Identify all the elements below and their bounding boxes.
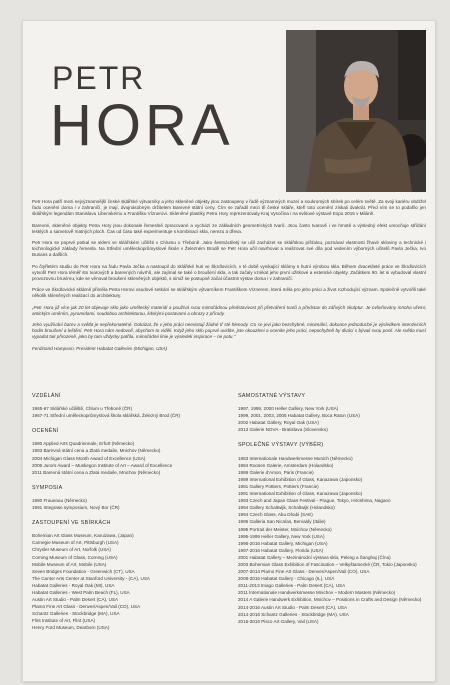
list-item: 1997-2016 Habatat Gallery, Florida (USA)	[238, 547, 324, 553]
quote-paragraph: „Petr Hora již více jak 20 let objevuje sklo jako umělecký materiál a používá svou mimořádnou představivost při přetváření tvarů a představ do zářivých skulptur. Je ovlivňovány mnoha vlivmi; antickým uměním, pyramidami, soudobou architekturou, lidskými postavami a obrazy z přírody.	[32, 304, 426, 316]
list-item: 1980 Frauenau (Německo)	[32, 497, 87, 503]
list-item: 1991 Integrase symposium, Nový Bor (ČR)	[32, 505, 120, 511]
list-item: 2006 Jurors Award – Muskegon Institute of Art – Award of Excellence	[32, 462, 173, 468]
list-item: 2011-2013 Imago Galleries - Palm Desert (CA), USA	[238, 583, 346, 589]
list-item: 2011 Barevná státní cena a Zlatá medaile, Mnichov (Německo)	[32, 469, 161, 475]
symposia-section	[32, 485, 228, 511]
artist-first-name: PETR	[52, 60, 146, 96]
group-exhibitions-section	[238, 442, 426, 624]
list-item: 2004 Michigan Glass Month Award of Excellence (USA)	[32, 455, 146, 461]
list-item: Flint Institute of Art, Flint (USA)	[32, 618, 96, 624]
list-item: 2008-2016 Habatat Gallery - Chicago (IL), USA	[238, 576, 335, 582]
list-item: Corning Museum of Glass, Corning (USA)	[32, 554, 118, 560]
list-item: 1995 Portrait der Meister, Mnichov (Německo)	[238, 526, 332, 532]
list-item: Bohemian Art Glass Museum, Karuizawa, (Japan)	[32, 533, 134, 539]
list-item: Carnegie Museum of Art, Pittsburgh (USA)	[32, 540, 119, 546]
cv-right-column	[238, 393, 426, 634]
biography	[32, 199, 426, 357]
list-item: 2001 Habatat Gallery – Mezinárodní výstava skla, Peking a Šanghaj (Čína)	[238, 554, 391, 560]
list-item: 1997, 1998, 2000 Heller Gallery, New York (USA)	[238, 406, 339, 412]
list-item: Plamo Fine Art Glass - Denver/Aspen/Vail (CO), USA	[32, 604, 141, 610]
list-item: 2015-2016 Pisco Art Gallery, Vail (USA)	[238, 618, 319, 624]
list-item: 1994 Gallery Schaltwijk, Schaltwijk (Holandsko)	[238, 505, 335, 511]
list-item: 2003 Bohemian Glass Exhibition of Fascination – Velkyštamecké (ČR, Tokio (Japonsko)	[238, 561, 417, 567]
list-item: 2013 Galerie NOVA - Bratislava (Slovensko)	[238, 427, 328, 433]
list-item: 1980 Applied Arts Quadriennale, Erfurt (Německo)	[32, 441, 135, 447]
section-heading: SYMPOSIA	[32, 484, 63, 491]
list-item: 1993 Czech and Japan Glass Festival - Prague, Tokyo, Hiroshima, Nagano	[238, 498, 391, 504]
list-item: 2007-2014 Plamo Fine Art Glass - Denver/Aspen/Vail (CO), USA	[238, 569, 370, 575]
section-heading: VZDĚLÁNÍ	[32, 393, 61, 399]
collections-section	[32, 520, 228, 631]
list-item: Henry Ford Museum, Dearborn (USA)	[32, 625, 110, 631]
education-section	[32, 393, 228, 419]
quote-attribution: Ferdinand Hampson, President Habatat Galleries (Michigan, USA)	[32, 345, 168, 351]
list-item: 1983 Barevná státní cena a Zlatá medaile, Mnichov (Německo)	[32, 448, 161, 454]
list-item: 1983 Internationale Handwerkmesse Munich (Německo)	[238, 455, 353, 461]
section-heading: SPOLEČNÉ VÝSTAVY (VÝBĚR)	[238, 442, 324, 449]
list-item: 1986 Galerie d'Amon, Paris (Francie)	[238, 469, 314, 475]
list-item: Mobile Museum of Art, Mobile (USA)	[32, 561, 107, 567]
bio-paragraph: Barevné, skleněné objekty Petra Hory jsou dokonale řemeslně zpracované a vychází ze základních geometrických tvarů. Jsou často tvarově i ve hmotě a výsledný efekt umocňuje střídání lesklých a sametově matných ploch. Čas od času také experimentuje s kombinací skla, nerezu a dřeva.	[32, 222, 426, 234]
list-item: Habatat Galleries - Royal Oak (MI), USA	[32, 582, 115, 588]
list-item: 2011 Internationale Handwerksmesse Mnichov – Modern Masters (Německo)	[238, 590, 396, 596]
portrait-photo	[286, 30, 426, 192]
list-item: Habatat Galleries - West Palm Beach (FL), USA	[32, 589, 130, 595]
list-item: 1967-71 Střední uměleckoprůmyslová škola sklářská, Železný Brod (ČR)	[32, 413, 181, 419]
bio-paragraph: Po čtyřletém studiu do Petr Hora na řadu Pavla Ječka a nastoupil do sklářské huti ve Škrdlovicích, v té době vynikající sklárny s hutní výrobou skla. Během dvacetileté práce ve Škrdlovicích vytvořil Petr Hora téměř sto tvarových a barevných návrhů, ale zajímal se také o broušení skla, a tak začaly vznikat jeho první užitkové a estetické objekty. Začátkem 90. let si vybudoval vlastní provozovnu brusírnu, kde se věnoval broušení skleněných objektů, s nimiž se postupně začal účastnit výstav doma i v zahraničí.	[32, 263, 426, 282]
list-item: Chrysler Museum of Art, Norfolk (USA)	[32, 547, 111, 553]
bio-paragraph: Petr Hora patří mezi nejvýznamnější české sklářské výtvarníky a jeho skleněné objekty jsou zastoupeny v řadě významných muzeí a soukromých sbírek po celém světě. Za svoji kariéru obdržel řadu ocenění doma i v zahraničí, je mají, dvojnásobným držitelem Barevné státní ceny. Čím se zařadil mezi tři české skláře, kteří toto ocenění získali dvakrát. Před ním se to podařilo jen sklářským legendám Stanislavu Libenskému a Františku Víznerovi. Skleněné plastiky Petra Hory reprezentovaly Kraj Vysočina i na světové výstavě Expo 2015 v Miláně.	[32, 199, 426, 217]
artist-portrait	[286, 30, 426, 192]
bio-paragraph: Práce ve Škrdlovické sklárně přiměla Petra Horovi osudové setkání se sklářským výtvarníkem Františkem Víznerem, která měla pro jeho práci a život rozhodující význam. Společně vytvořili také několik skleněných realizací do architektury.	[32, 287, 426, 299]
list-item: 1999, 2001, 2003, 2005 Habatat Gallery, Boca Raton (USA)	[238, 413, 360, 419]
list-item: 1995 Galleria San Nicolas, Bervaldy (Itálie)	[238, 519, 326, 525]
list-item: Schantz Galleries - Stockbridge (MA), USA	[32, 611, 120, 617]
section-heading: OCENĚNÍ	[32, 428, 59, 435]
list-item: 1991 International Exhibition of Glass, Kanazawa (Japonsko)	[238, 491, 363, 497]
section-heading: SAMOSTATNÉ VÝSTAVY	[238, 393, 306, 399]
list-item: 2002 Habatat Gallery, Royal Oak (USA)	[238, 420, 319, 426]
quote-paragraph: Jeho využívání barev a světla je nepřekonatelné. Dokázal, že v jeho práci neexistují žádné tř sté hlenody. Co se jevi jako bezchybné, minimální, dokonce jednoduché je výsledkem intenzivních hodin broušení a leštění. Petr Hora nám nedovolí, abychom to viděli. Když jeho sklo poprvé uvidíte, jste okouzleni a oceníte jeho práci, nepochybně by diváci s bývali svou posil. Ale světla musí vypadat tak přirozeně, jako by tam vždycky patřila, mimořádné linie je výsledek inspirace – ne potu."	[32, 322, 426, 340]
awards-section	[32, 428, 228, 476]
list-item: 1994 Czech Glass, Abu Dhabi (SAE)	[238, 512, 313, 518]
cv-left-column	[32, 393, 228, 641]
list-item: The Cantor Arts Center at Stanford University - (CA), USA	[32, 575, 150, 581]
solo-exhibitions-section	[238, 393, 426, 433]
bio-paragraph: Petr Hora se poprvé potkal se sklem ve sklářském učilišti v Chlumu u Třeboně. Jako šestnáctiletý se učil zacházet se sklářskou píšťalou, poznával vlastnosti žhavé skloviny a technické i technologické základy řemesla. Na Střední uměleckoprůmyslové škole v Železném Brodě se Petr Hora učil navrhovat a realizovat své díla pod vedením výborných učitelů Pavla Ječka, Ivo Burians a dalších.	[32, 240, 426, 258]
list-item: 1984 Roosen Galerie, Amsterdam (Holandsko)	[238, 462, 334, 468]
artist-last-name: HORA	[50, 93, 234, 158]
list-item: 1996-2016 Habatat Gallery, Michigan (USA)	[238, 540, 328, 546]
list-item: 1965-67 Sklářské učiliště, Chlum u Třeboně (ČR)	[32, 406, 132, 412]
list-item: 2014-2016 Schantz Galleries - Stockbridge (MA), USA	[238, 611, 349, 617]
section-heading: ZASTOUPENÍ VE SBÍRKÁCH	[32, 520, 111, 527]
list-item: 2014-2016 Austin Art Studio - Palm Desert (CA), USA	[238, 604, 348, 610]
list-item: 1995-1999 Heller Gallery, New York (USA)	[238, 533, 325, 539]
list-item: 1991 Gallery Pottiers, Pottiers (Francie)	[238, 483, 319, 489]
list-item: 1989 International Exhibition of Glass, Kanazawa (Japonsko)	[238, 476, 363, 482]
list-item: 2014 A Galerie Handwerk Exhibition, Mnichov – Positions in Crafts and Design (Německo)	[238, 597, 422, 603]
list-item: Seven Bridges Foundation - Greenwich (CT), USA	[32, 568, 135, 574]
list-item: Austin Art Studio - Palm Desert (CA), USA	[32, 597, 119, 603]
